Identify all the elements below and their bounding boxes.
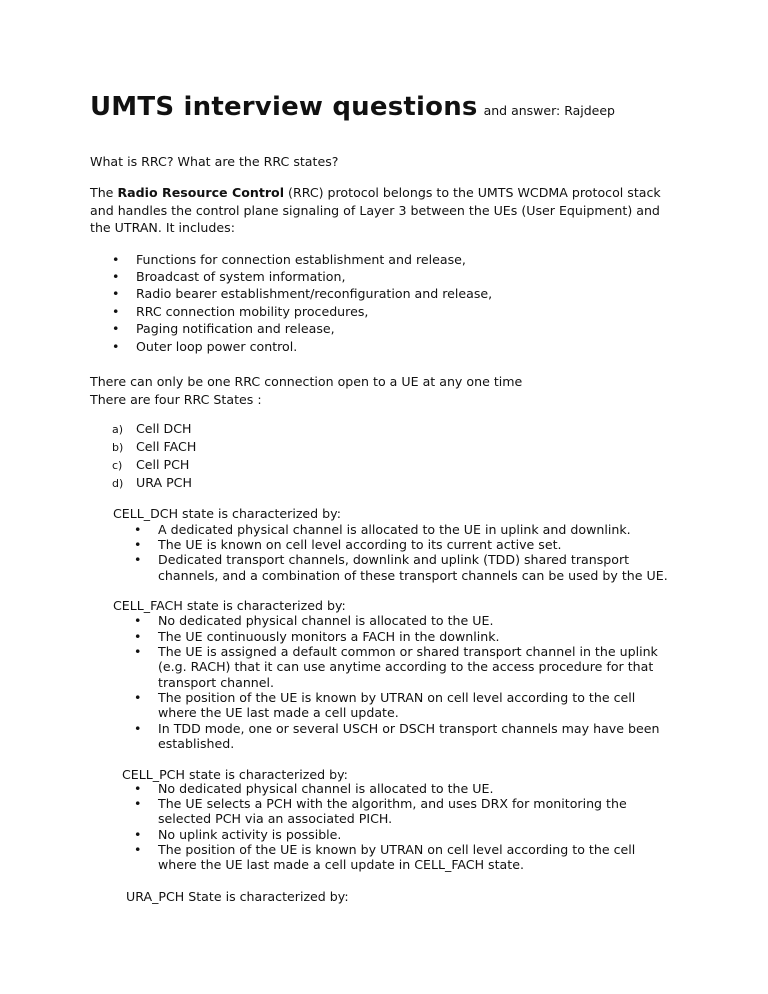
intro-line-1 [90, 184, 661, 202]
bullet-icon: • [134, 537, 142, 552]
list-item-text: The UE is known on cell level according to its current active set. [158, 537, 562, 552]
list-item-continuation: channels, and a combination of these transport channels can be used by the UE. [158, 568, 668, 583]
intro-line-3: the UTRAN. It includes: [90, 220, 235, 235]
list-item-text: Functions for connection establishment and release, [136, 252, 466, 267]
state-label: Cell DCH [136, 421, 192, 436]
state-marker: d) [112, 477, 124, 490]
list-item-continuation: where the UE last made a cell update. [158, 705, 399, 720]
list-item-continuation: established. [158, 736, 235, 751]
list-item-text: Dedicated transport channels, downlink and uplink (TDD) shared transport [158, 552, 630, 567]
document-header [90, 92, 615, 122]
bullet-icon: • [112, 269, 120, 284]
bullet-icon: • [134, 796, 142, 811]
section-heading: CELL_FACH state is characterized by: [113, 598, 346, 613]
states-intro: There are four RRC States : [90, 392, 262, 407]
section-heading: CELL_PCH state is characterized by: [122, 767, 348, 782]
state-label: Cell FACH [136, 439, 197, 454]
bullet-icon: • [112, 339, 120, 354]
intro-bold-term: Radio Resource Control [117, 185, 285, 200]
state-marker: b) [112, 441, 124, 454]
list-item-text: In TDD mode, one or several USCH or DSCH transport channels may have been [158, 721, 660, 736]
bullet-icon: • [134, 721, 142, 736]
list-item-text: The UE selects a PCH with the algorithm, and uses DRX for monitoring the [158, 796, 627, 811]
bullet-icon: • [112, 286, 120, 301]
list-item-text: No uplink activity is possible. [158, 827, 342, 842]
bullet-icon: • [112, 321, 120, 336]
document-subtitle: and answer: Rajdeep [483, 103, 615, 118]
bullet-icon: • [134, 552, 142, 567]
list-item-text: The UE is assigned a default common or shared transport channel in the uplink [158, 644, 658, 659]
state-marker: a) [112, 423, 124, 436]
state-marker: c) [112, 459, 123, 472]
bullet-icon: • [134, 842, 142, 857]
list-item-continuation: transport channel. [158, 675, 275, 690]
list-item-text: Radio bearer establishment/reconfiguration and release, [136, 286, 493, 301]
list-item-text: The UE continuously monitors a FACH in the downlink. [158, 629, 500, 644]
state-item [112, 474, 192, 493]
bullet-icon: • [134, 644, 142, 659]
list-item-text: Paging notification and release, [136, 321, 335, 336]
list-item-text: Outer loop power control. [136, 339, 298, 354]
intro-line-2: and handles the control plane signaling of Layer 3 between the UEs (User Equipment) and [90, 203, 660, 218]
list-item-text: Broadcast of system information, [136, 269, 346, 284]
list-item-continuation: selected PCH via an associated PICH. [158, 811, 393, 826]
bullet-icon: • [112, 304, 120, 319]
list-item-text: The position of the UE is known by UTRAN on cell level according to the cell [158, 842, 636, 857]
list-item-text: The position of the UE is known by UTRAN on cell level according to the cell [158, 690, 636, 705]
state-item [112, 420, 192, 439]
list-item-text: No dedicated physical channel is allocated to the UE. [158, 781, 494, 796]
question-heading: What is RRC? What are the RRC states? [90, 154, 339, 169]
bullet-icon: • [134, 781, 142, 796]
section-heading: CELL_DCH state is characterized by: [113, 506, 341, 521]
intro-text: The [90, 185, 118, 200]
document-title: UMTS interview questions [90, 92, 478, 122]
bullet-icon: • [134, 613, 142, 628]
connection-note: There can only be one RRC connection open to a UE at any one time [90, 374, 523, 389]
list-item-text: RRC connection mobility procedures, [136, 304, 369, 319]
list-item-continuation: (e.g. RACH) that it can use anytime according to the access procedure for that [158, 659, 654, 674]
ura-pch-heading: URA_PCH State is characterized by: [126, 889, 349, 904]
bullet-icon: • [134, 522, 142, 537]
list-item-text: A dedicated physical channel is allocated to the UE in uplink and downlink. [158, 522, 631, 537]
list-item-text: No dedicated physical channel is allocated to the UE. [158, 613, 494, 628]
state-item [112, 456, 189, 475]
state-label: Cell PCH [136, 457, 190, 472]
list-item-continuation: where the UE last made a cell update in CELL_FACH state. [158, 857, 524, 872]
state-item [112, 438, 196, 457]
bullet-icon: • [134, 629, 142, 644]
bullet-icon: • [112, 252, 120, 267]
bullet-icon: • [134, 690, 142, 705]
bullet-icon: • [134, 827, 142, 842]
intro-text: (RRC) protocol belongs to the UMTS WCDMA protocol stack [284, 185, 661, 200]
state-label: URA PCH [136, 475, 192, 490]
